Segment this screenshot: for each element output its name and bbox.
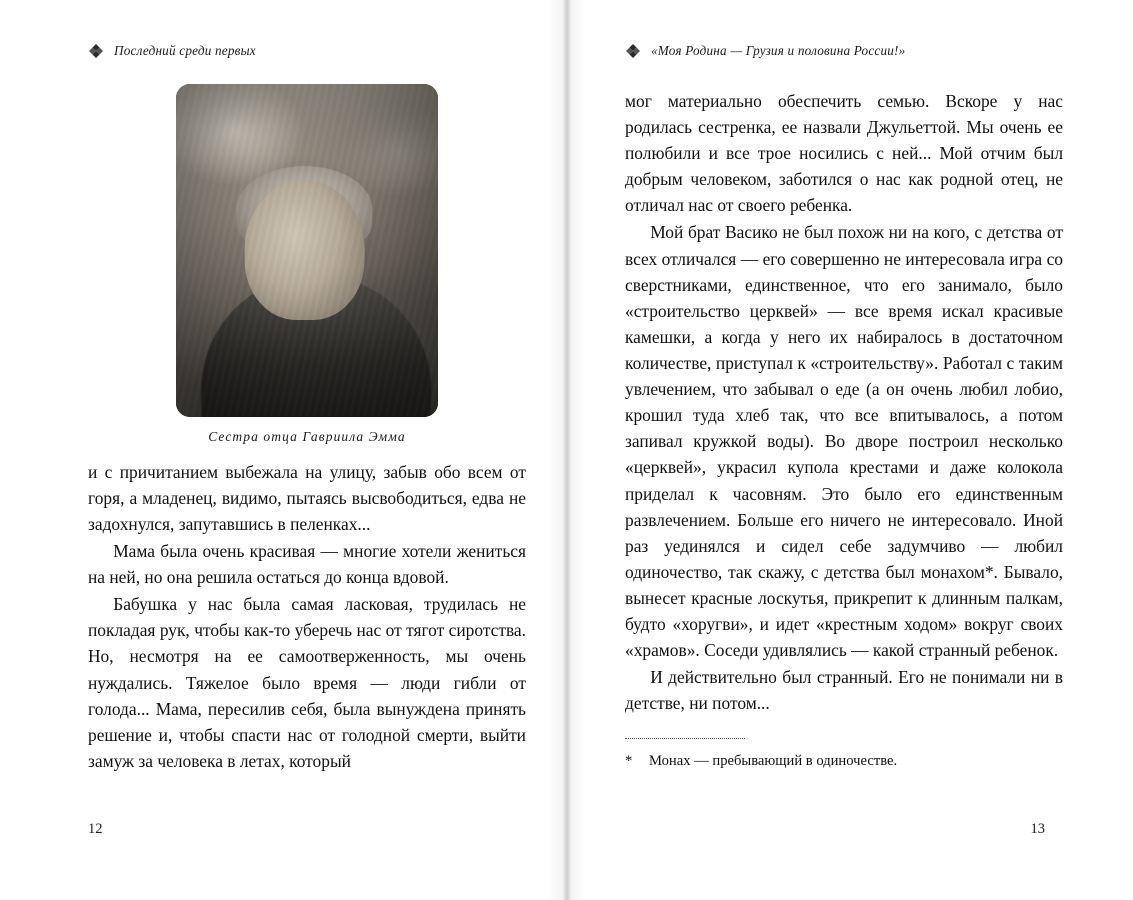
figure-caption: Сестра отца Гавриила Эмма xyxy=(208,429,406,444)
left-page-content xyxy=(88,40,526,775)
paragraph: и с причитанием выбежала на улицу, забыв обо всем от горя, а младенец, видимо, пытаясь высвободиться, едва не задохнулся, запутавшись в пеленках... xyxy=(88,462,526,535)
footnote-text: Монах — пребывающий в одиночестве. xyxy=(649,753,898,770)
photo-sister-emma xyxy=(176,84,438,417)
page-number-right: 13 xyxy=(1030,821,1045,837)
paragraph: И действительно был странный. Его не понимали ни в детстве, ни потом... xyxy=(625,667,1063,714)
paragraph: Мама была очень красивая — многие хотели жениться на ней, но она решила остаться до конца вдовой. xyxy=(88,541,526,588)
figure-block xyxy=(88,84,526,445)
page-number-left: 12 xyxy=(88,821,103,837)
running-head-right-text: «Моя Родина — Грузия и половина России!» xyxy=(651,43,906,58)
running-head-left xyxy=(88,40,526,62)
footnote xyxy=(625,751,1063,772)
left-page xyxy=(0,0,566,900)
photo-vignette xyxy=(176,84,438,417)
diamond-ornament-icon xyxy=(625,43,641,59)
left-page-body xyxy=(88,459,526,774)
diamond-ornament-icon xyxy=(88,43,104,59)
running-head-left-text: Последний среди первых xyxy=(114,43,256,58)
paragraph: Мой брат Васико не был похож ни на кого, с детства от всех отличался — его совершенно не интересовала игра со сверстниками, единственное, что его занимало, было «строительство церквей» — все время искал красивые камешки, а когда у него их набиралось в достаточном количестве, приступал к «строительству». Работал с таким увлечением, что забывал о еде (а он очень любил лобио, крошил туда хлеб так, что все впитывалось, а потом запивал кружкой воды). Во дворе построил несколько «церквей», украсил купола крестами и даже колокола приделал к часовням. Это было его единственным развлечением. Больше его ничего не интересовало. Иной раз уединялся и сидел себе задумчиво — любил одиночество, так скажу, с детства был монахом*. Бывало, вынесет красные лоскутья, прикрепит к длинным палкам, будто «хоругви», и идет «крестным ходом» вокруг своих «храмов». Соседи удивлялись — какой странный ребенок. xyxy=(625,222,1063,661)
paragraph: Бабушка у нас была самая ласковая, трудилась не покладая рук, чтобы как-то уберечь нас от тягот сиротства. Но, несмотря на ее самоотверженность, мы очень нуждались. Тяжелое было время — люди гибли от голода... Мама, пересилив себя, была вынуждена принять решение и, чтобы спасти нас от голодной смерти, выйти замуж за человека в летах, который xyxy=(88,594,526,771)
right-page-content xyxy=(625,40,1063,773)
footnote-separator xyxy=(625,738,745,739)
running-head-right xyxy=(625,40,1063,62)
footnote-marker: * xyxy=(625,753,633,770)
right-page-body xyxy=(625,88,1063,716)
right-page xyxy=(567,0,1133,900)
paragraph: мог материально обеспечить семью. Вскоре у нас родилась сестренка, ее назвали Джульеттой. Мы очень ее полюбили и все трое носились с ней... Мой отчим был добрым человеком, заботился о нас как родной отец, не отличал нас от своего ребенка. xyxy=(625,91,1063,216)
